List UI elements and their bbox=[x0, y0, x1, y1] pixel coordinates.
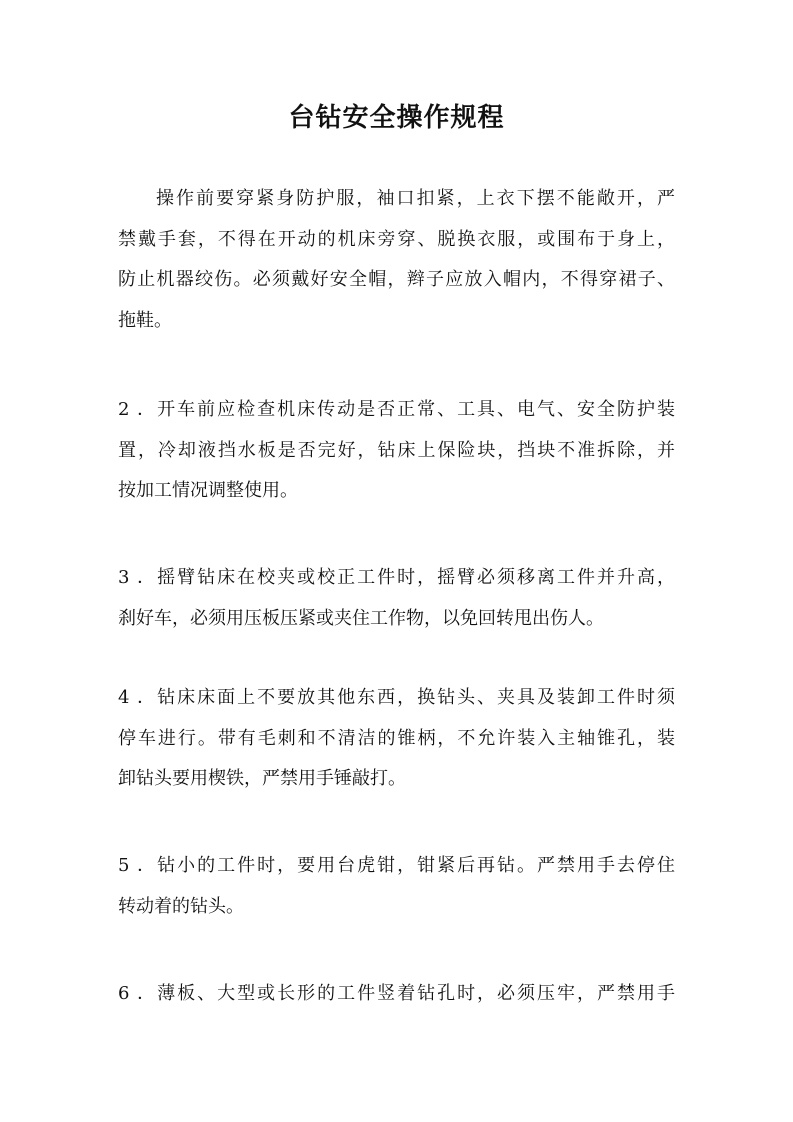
text-line: 3 ．摇臂钻床在校夹或校正工件时，摇臂必须移离工件并升高， bbox=[118, 567, 675, 588]
text-line: 按加工情况调整使用。 bbox=[118, 480, 298, 501]
text-line: 2 ．开车前应检查机床传动是否正常、工具、电气、安全防护装 bbox=[118, 399, 675, 420]
paragraph-item-4 bbox=[118, 678, 675, 800]
text-line: 5 ．钻小的工件时，要用台虎钳，钳紧后再钻。严禁用手去停住 bbox=[118, 855, 675, 876]
text-line: 刹好车，必须用压板压紧或夹住工作物，以免回转甩出伤人。 bbox=[118, 607, 604, 629]
text-line: 置，冷却液挡水板是否完好，钻床上保险块，挡块不准拆除，并 bbox=[118, 439, 675, 461]
text-line: 卸钻头要用楔铁，严禁用手锤敲打。 bbox=[118, 768, 406, 789]
paragraph-item-2 bbox=[118, 390, 675, 512]
text-line: 防止机器绞伤。必须戴好安全帽，辫子应放入帽内，不得穿裙子、 bbox=[118, 269, 675, 290]
text-line: 拖鞋。 bbox=[118, 309, 172, 331]
text-line: 6 ．薄板、大型或长形的工件竖着钻孔时，必须压牢，严禁用手 bbox=[118, 983, 675, 1004]
text-line: 禁戴手套，不得在开动的机床旁穿、脱换衣服，或围布于身上， bbox=[118, 228, 675, 250]
document-title: 台钻安全操作规程 bbox=[288, 103, 505, 133]
text-line: 4 ．钻床床面上不要放其他东西，换钻头、夹具及装卸工件时须 bbox=[118, 687, 675, 708]
paragraph-intro bbox=[118, 179, 675, 341]
text-line: 转动着的钻头。 bbox=[118, 895, 244, 917]
paragraph-item-6 bbox=[118, 974, 675, 1015]
text-line: 操作前要穿紧身防护服，袖口扣紧，上衣下摆不能敞开，严 bbox=[156, 188, 675, 209]
text-line: 停车进行。带有毛刺和不清洁的锥柄，不允许装入主轴锥孔，装 bbox=[118, 727, 675, 749]
paragraph-item-3 bbox=[118, 558, 675, 639]
paragraph-item-5 bbox=[118, 846, 675, 927]
